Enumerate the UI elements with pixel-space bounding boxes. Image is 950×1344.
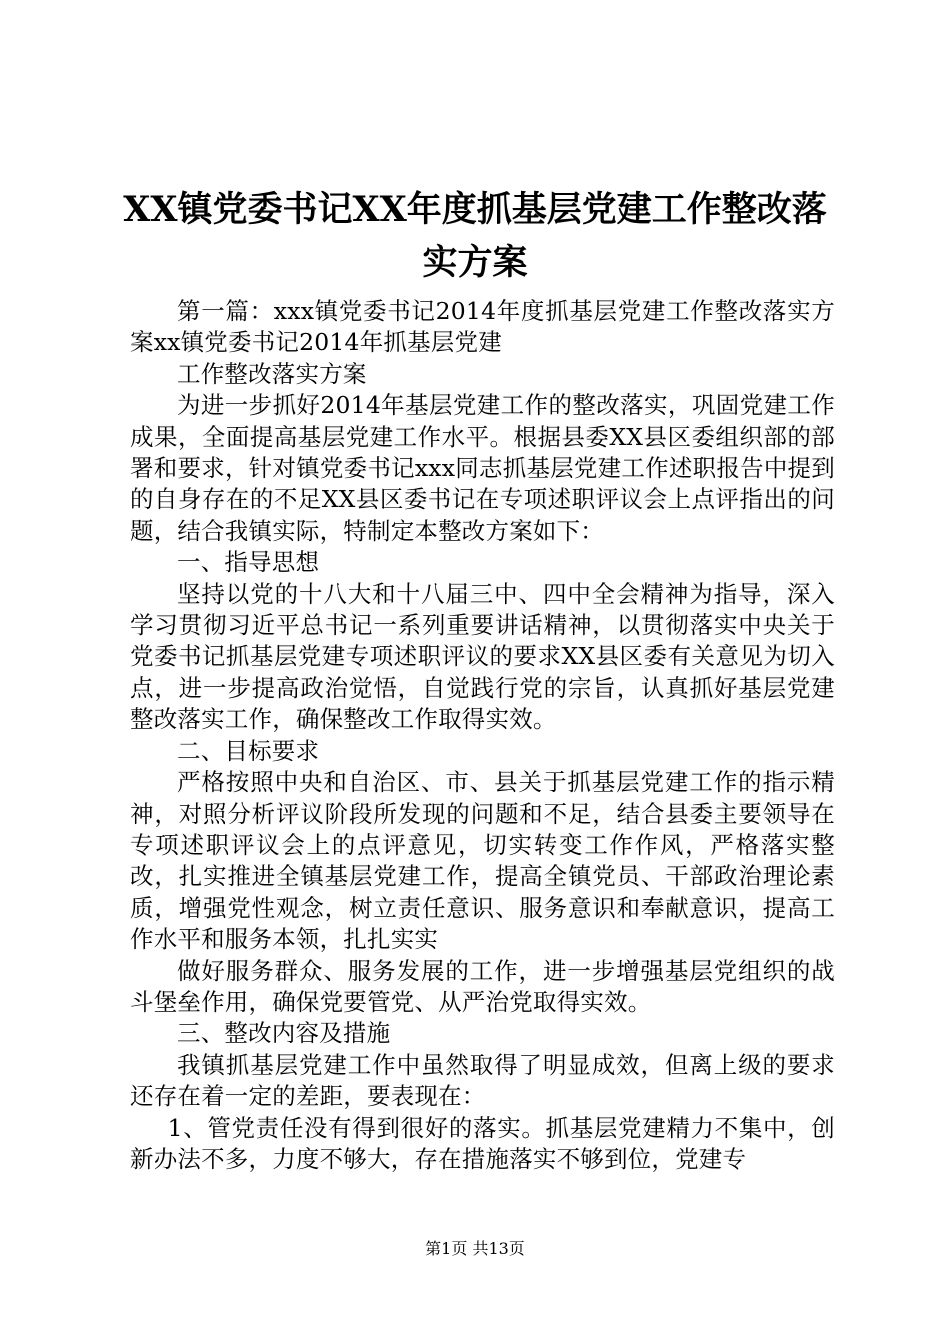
paragraph-measures-intro: 我镇抓基层党建工作中虽然取得了明显成效，但离上级的要求还存在着一定的差距，要表现在： (130, 1050, 835, 1111)
section-heading-guiding-thought: 一、指导思想 (177, 548, 320, 577)
document-body (130, 296, 835, 1175)
document-title-line-2: 实方案 (422, 242, 528, 283)
paragraph-measure-1: 1、管党责任没有得到很好的落实。抓基层党建精力不集中，创新办法不多，力度不够大，存在措施落实不够到位，党建专 (130, 1113, 835, 1173)
paragraph-goals: 严格按照中央和自治区、市、县关于抓基层党建工作的指示精神，对照分析评议阶段所发现的问题和不足，结合县委主要领导在专项述职评议会上的点评意见，切实转变工作作风，严格落实整改，扎实推进全镇基层党建工作，提高全镇党员、干部政治理论素质，增强党性观念，树立责任意识、服务意识和奉献意识，提高工作水平和服务本领，扎扎实实 (130, 768, 835, 954)
paragraph-subtitle: 工作整改落实方案 (177, 359, 367, 388)
paragraph-preface: 为进一步抓好2014年基层党建工作的整改落实，巩固党建工作成果，全面提高基层党建工作水平。根据县委XX县区委组织部的部署和要求，针对镇党委书记xxx同志抓基层党建工作述职报告中提到的自身存在的不足XX县区委书记在专项述职评议会上点评指出的问题，结合我镇实际，特制定本整改方案如下： (130, 391, 835, 545)
document-title-line-1: XX镇党委书记XX年度抓基层党建工作整改落 (123, 189, 827, 230)
paragraph-goals-continued: 做好服务群众、服务发展的工作，进一步增强基层党组织的战斗堡垒作用，确保党要管党、从严治党取得实效。 (130, 956, 835, 1016)
paragraph-guiding-thought: 坚持以党的十八大和十八届三中、四中全会精神为指导，深入学习贯彻习近平总书记一系列重要讲话精神，以贯彻落实中央关于党委书记抓基层党建专项述职评议的要求XX县区委有关意见为切入点，进一步提高政治觉悟，自觉践行党的宗旨，认真抓好基层党建整改落实工作，确保整改工作取得实效。 (130, 579, 835, 734)
section-heading-measures: 三、整改内容及措施 (177, 1019, 391, 1048)
section-heading-goals: 二、目标要求 (177, 736, 320, 765)
paragraph-intro: 第一篇：xxx镇党委书记2014年度抓基层党建工作整改落实方案xx镇党委书记2014年抓基层党建 (130, 297, 835, 357)
page-number-footer: 第1页 共13页 (425, 1239, 525, 1258)
